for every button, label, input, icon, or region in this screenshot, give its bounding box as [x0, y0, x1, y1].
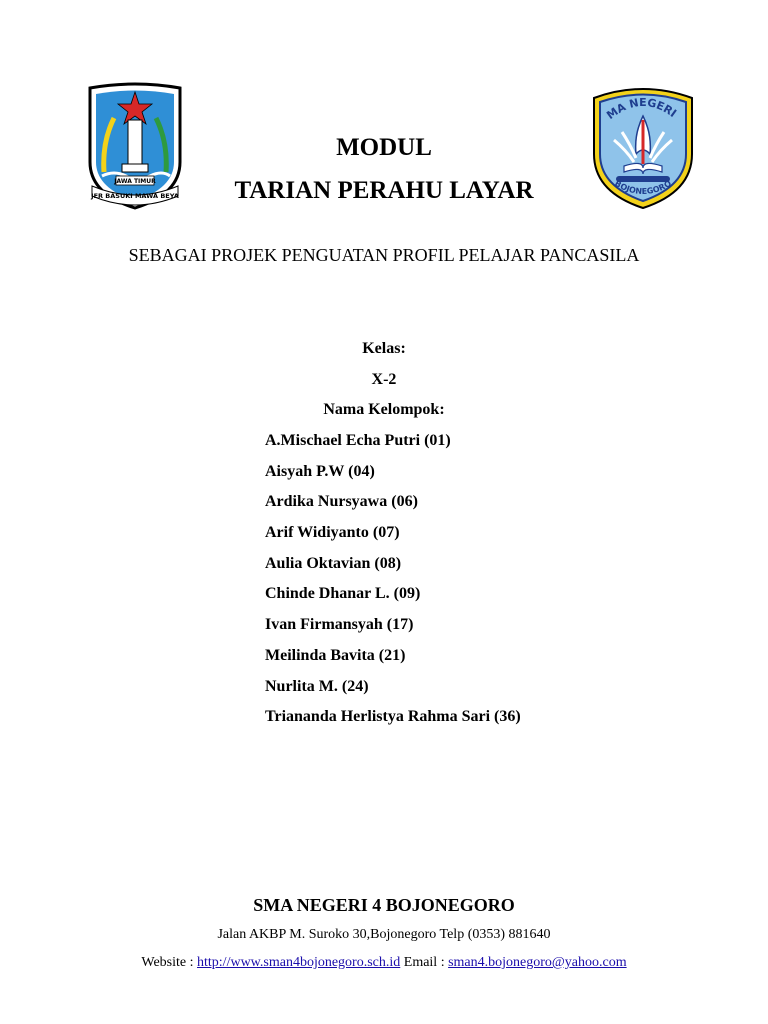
member-item: Aisyah P.W (04): [265, 462, 375, 480]
email-label: Email :: [400, 955, 449, 970]
school-name: SMA NEGERI 4 BOJONEGORO: [253, 895, 515, 915]
school-address: Jalan AKBP M. Suroko 30,Bojonegoro Telp (0353) 881640: [217, 927, 551, 942]
member-item: Meilinda Bavita (21): [265, 646, 406, 664]
emblem-school-top-text: MA NEGERI: [604, 95, 679, 123]
group-label: Nama Kelompok:: [323, 401, 445, 418]
member-item: Nurlita M. (24): [265, 677, 369, 695]
document-title-line-1: MODUL: [336, 134, 432, 161]
member-item: Chinde Dhanar L. (09): [265, 585, 421, 603]
member-item: Triananda Herlistya Rahma Sari (36): [265, 708, 521, 726]
emblem-motto: JER BASUKI MAWA BEYA: [91, 192, 179, 200]
member-item: Ivan Firmansyah (17): [265, 616, 414, 634]
class-value: X-2: [371, 371, 397, 388]
contact-line: [0, 954, 768, 972]
email-link[interactable]: sman4.bojonegoro@yahoo.com: [448, 955, 627, 970]
member-list: [265, 430, 521, 737]
member-item: Ardika Nursyawa (06): [265, 493, 418, 511]
website-link[interactable]: http://www.sman4bojonegoro.sch.id: [197, 955, 401, 970]
class-label: Kelas:: [362, 340, 406, 357]
member-item: Arif Widiyanto (07): [265, 524, 400, 542]
member-item: A.Mischael Echa Putri (01): [265, 432, 451, 449]
emblem-top-label: JAWA TIMUR: [114, 178, 156, 185]
website-label: Website :: [141, 955, 198, 970]
document-title-line-2: TARIAN PERAHU LAYAR: [234, 177, 534, 204]
member-item: Aulia Oktavian (08): [265, 554, 402, 572]
document-subtitle: SEBAGAI PROJEK PENGUATAN PROFIL PELAJAR PANCASILA: [128, 245, 640, 265]
emblem-school-bottom-text: BOJONEGORO: [613, 178, 673, 197]
